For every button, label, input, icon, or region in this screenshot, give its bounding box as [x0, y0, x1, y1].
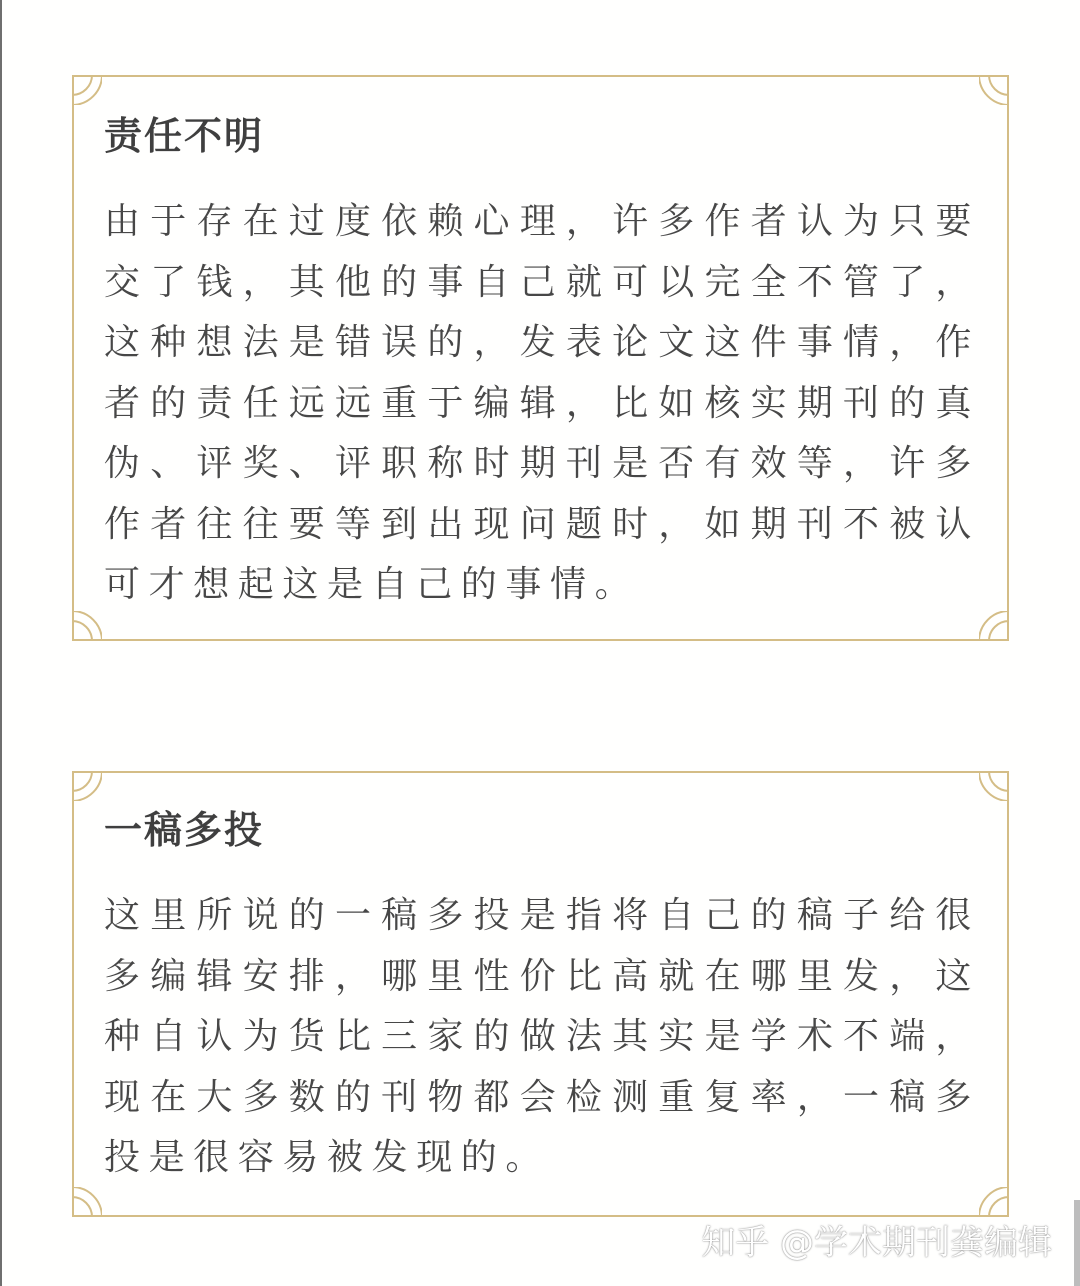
corner-ornament	[979, 611, 1009, 641]
corner-ornament	[72, 771, 102, 801]
corner-ornament	[72, 611, 102, 641]
section-card-responsibility	[72, 75, 1009, 641]
zhihu-watermark: 知乎 @学术期刊龚编辑	[701, 1223, 1052, 1263]
scrollbar-thumb[interactable]	[1074, 1200, 1080, 1286]
corner-ornament	[979, 771, 1009, 801]
left-edge-rule	[0, 0, 2, 1286]
corner-ornament	[979, 75, 1009, 105]
corner-ornament	[72, 75, 102, 105]
section-body: 这里所说的一稿多投是指将自己的稿子给很多编辑安排，哪里性价比高就在哪里发，这种自认为货比三家的做法其实是学术不端，现在大多数的刊物都会检测重复率，一稿多投是很容易被发现的。	[104, 895, 980, 1178]
section-heading: 一稿多投	[104, 808, 265, 852]
section-body: 由于存在过度依赖心理，许多作者认为只要交了钱，其他的事自己就可以完全不管了，这种想法是错误的，发表论文这件事情，作者的责任远远重于编辑，比如核实期刊的真伪、评奖、评职称时期刊是否有效等，许多作者往往要等到出现问题时，如期刊不被认可才想起这是自己的事情。	[104, 201, 980, 605]
corner-ornament	[72, 1187, 102, 1217]
section-heading: 责任不明	[104, 114, 265, 158]
corner-ornament	[979, 1187, 1009, 1217]
section-card-multiple-submission	[72, 771, 1009, 1217]
